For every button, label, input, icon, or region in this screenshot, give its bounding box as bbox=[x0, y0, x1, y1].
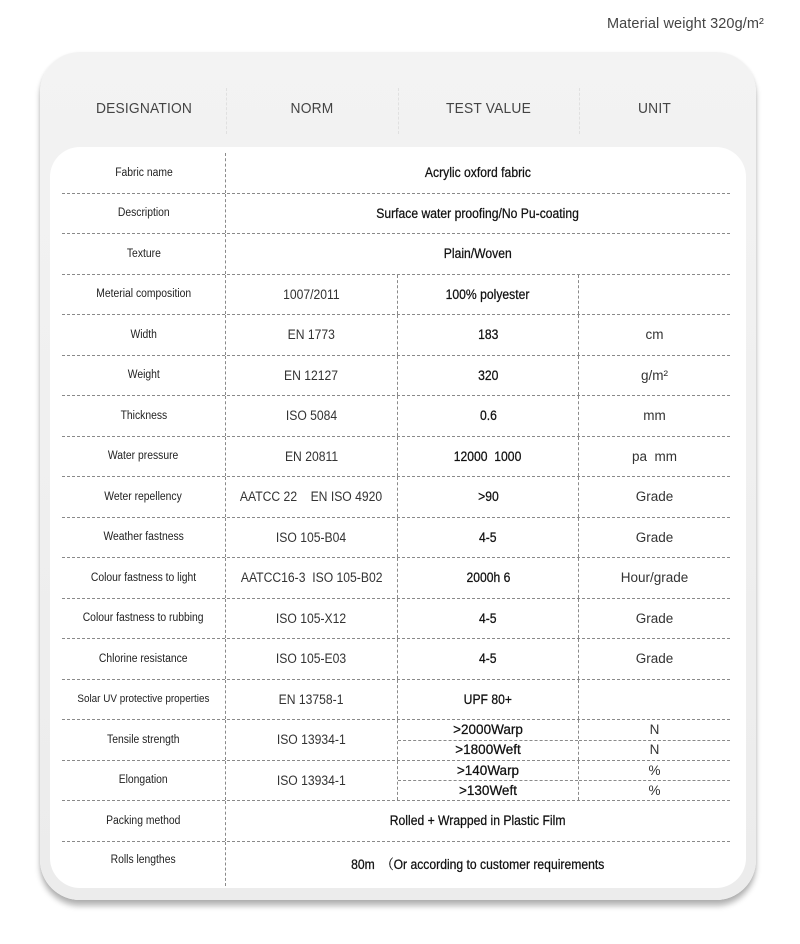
test-value-cell: UPF 80+ bbox=[398, 680, 579, 720]
designation-cell: Meterial composition bbox=[62, 275, 226, 315]
value-cell: Plain/Woven bbox=[443, 246, 512, 262]
header-divider bbox=[226, 88, 227, 134]
unit-cell: Grade bbox=[635, 610, 674, 626]
table-row bbox=[62, 437, 730, 478]
header-test-value: TEST VALUE bbox=[446, 99, 531, 117]
material-weight-note: Material weight 320g/m² bbox=[606, 16, 764, 32]
unit-weft: % bbox=[648, 782, 661, 798]
test-value-warp: >2000Warp bbox=[398, 720, 578, 741]
norm-cell: EN 13758-1 bbox=[226, 680, 398, 720]
test-value-cell: 320 bbox=[398, 356, 579, 396]
table-row bbox=[62, 396, 730, 437]
unit-cell: Grade bbox=[635, 529, 674, 545]
unit-cell: Grade bbox=[635, 489, 674, 505]
test-value-cell: 4-5 bbox=[398, 639, 579, 679]
norm-cell: EN 1773 bbox=[226, 315, 398, 355]
unit-cell bbox=[579, 680, 730, 720]
designation-cell: Thickness bbox=[62, 396, 226, 436]
header-divider bbox=[398, 88, 399, 134]
norm-cell: 1007/2011 bbox=[226, 275, 398, 315]
unit-cell: mm bbox=[643, 408, 666, 424]
header-norm: NORM bbox=[290, 99, 334, 117]
test-value-cell: 2000h 6 bbox=[398, 558, 579, 598]
test-value-cell: 12000 1000 bbox=[398, 437, 579, 477]
table-row bbox=[62, 194, 730, 235]
norm-cell: ISO 105-X12 bbox=[226, 599, 398, 639]
test-value-warp: >140Warp bbox=[398, 761, 578, 782]
table-row bbox=[62, 315, 730, 356]
norm-cell: EN 12127 bbox=[226, 356, 398, 396]
designation-cell: Weight bbox=[62, 356, 226, 396]
table-row bbox=[62, 761, 730, 802]
norm-cell: ISO 105-E03 bbox=[226, 639, 398, 679]
value-cell: Surface water proofing/No Pu-coating bbox=[376, 205, 580, 221]
value-cell: Rolled + Wrapped in Plastic Film bbox=[390, 813, 566, 829]
designation-cell: Tensile strength bbox=[62, 720, 226, 760]
unit-cell: Grade bbox=[635, 651, 674, 667]
unit-cell bbox=[579, 275, 730, 315]
designation-cell: Solar UV protective properties bbox=[62, 680, 226, 720]
test-value-cell: >90 bbox=[398, 477, 579, 517]
value-cell: Acrylic oxford fabric bbox=[424, 165, 532, 181]
designation-cell: Chlorine resistance bbox=[62, 639, 226, 679]
norm-cell: ISO 5084 bbox=[226, 396, 398, 436]
spec-table bbox=[62, 153, 730, 886]
table-row bbox=[62, 639, 730, 680]
value-cell: 80m （Or according to customer requirements bbox=[351, 856, 605, 872]
designation-cell: Weter repellency bbox=[62, 477, 226, 517]
test-value-cell bbox=[398, 720, 579, 760]
norm-cell: AATCC16-3 ISO 105-B02 bbox=[226, 558, 398, 598]
norm-cell: AATCC 22 EN ISO 4920 bbox=[226, 477, 398, 517]
test-value-weft: >130Weft bbox=[459, 782, 517, 798]
table-header bbox=[62, 88, 730, 128]
table-row bbox=[62, 558, 730, 599]
table-body-panel bbox=[50, 147, 746, 888]
norm-cell: EN 20811 bbox=[226, 437, 398, 477]
unit-cell: Hour/grade bbox=[620, 570, 689, 586]
designation-cell: Packing method bbox=[62, 801, 226, 841]
designation-cell: Width bbox=[62, 315, 226, 355]
test-value-weft: >1800Weft bbox=[455, 742, 521, 758]
table-row bbox=[62, 801, 730, 842]
unit-cell bbox=[579, 720, 730, 760]
table-row bbox=[62, 599, 730, 640]
test-value-cell: 183 bbox=[398, 315, 579, 355]
test-value-cell: 4-5 bbox=[398, 518, 579, 558]
spec-card bbox=[40, 52, 756, 900]
norm-cell: ISO 105-B04 bbox=[226, 518, 398, 558]
norm-cell: ISO 13934-1 bbox=[226, 720, 398, 760]
header-designation: DESIGNATION bbox=[95, 99, 193, 117]
designation-cell: Rolls lengthes bbox=[62, 842, 226, 886]
unit-cell bbox=[579, 761, 730, 801]
designation-cell: Water pressure bbox=[62, 437, 226, 477]
designation-cell: Colour fastness to rubbing bbox=[62, 599, 226, 639]
designation-cell: Texture bbox=[62, 234, 226, 274]
designation-cell: Elongation bbox=[62, 761, 226, 801]
designation-cell: Description bbox=[62, 194, 226, 234]
unit-cell: cm bbox=[645, 327, 664, 343]
table-row bbox=[62, 477, 730, 518]
table-row bbox=[62, 153, 730, 194]
unit-warp: % bbox=[579, 761, 730, 782]
norm-cell: ISO 13934-1 bbox=[226, 761, 398, 801]
table-row bbox=[62, 356, 730, 397]
designation-cell: Weather fastness bbox=[62, 518, 226, 558]
table-row bbox=[62, 842, 730, 886]
designation-cell: Fabric name bbox=[62, 153, 226, 193]
unit-cell: g/m² bbox=[641, 367, 668, 383]
header-unit: UNIT bbox=[638, 99, 671, 117]
table-row bbox=[62, 234, 730, 275]
test-value-cell bbox=[398, 761, 579, 801]
table-row bbox=[62, 275, 730, 316]
table-row bbox=[62, 720, 730, 761]
table-row bbox=[62, 518, 730, 559]
designation-cell: Colour fastness to light bbox=[62, 558, 226, 598]
table-row bbox=[62, 680, 730, 721]
test-value-cell: 0.6 bbox=[398, 396, 579, 436]
test-value-cell: 100% polyester bbox=[398, 275, 579, 315]
unit-weft: N bbox=[649, 742, 660, 758]
test-value-cell: 4-5 bbox=[398, 599, 579, 639]
unit-warp: N bbox=[579, 720, 730, 741]
header-divider bbox=[579, 88, 580, 134]
unit-cell: pa mm bbox=[631, 448, 677, 464]
